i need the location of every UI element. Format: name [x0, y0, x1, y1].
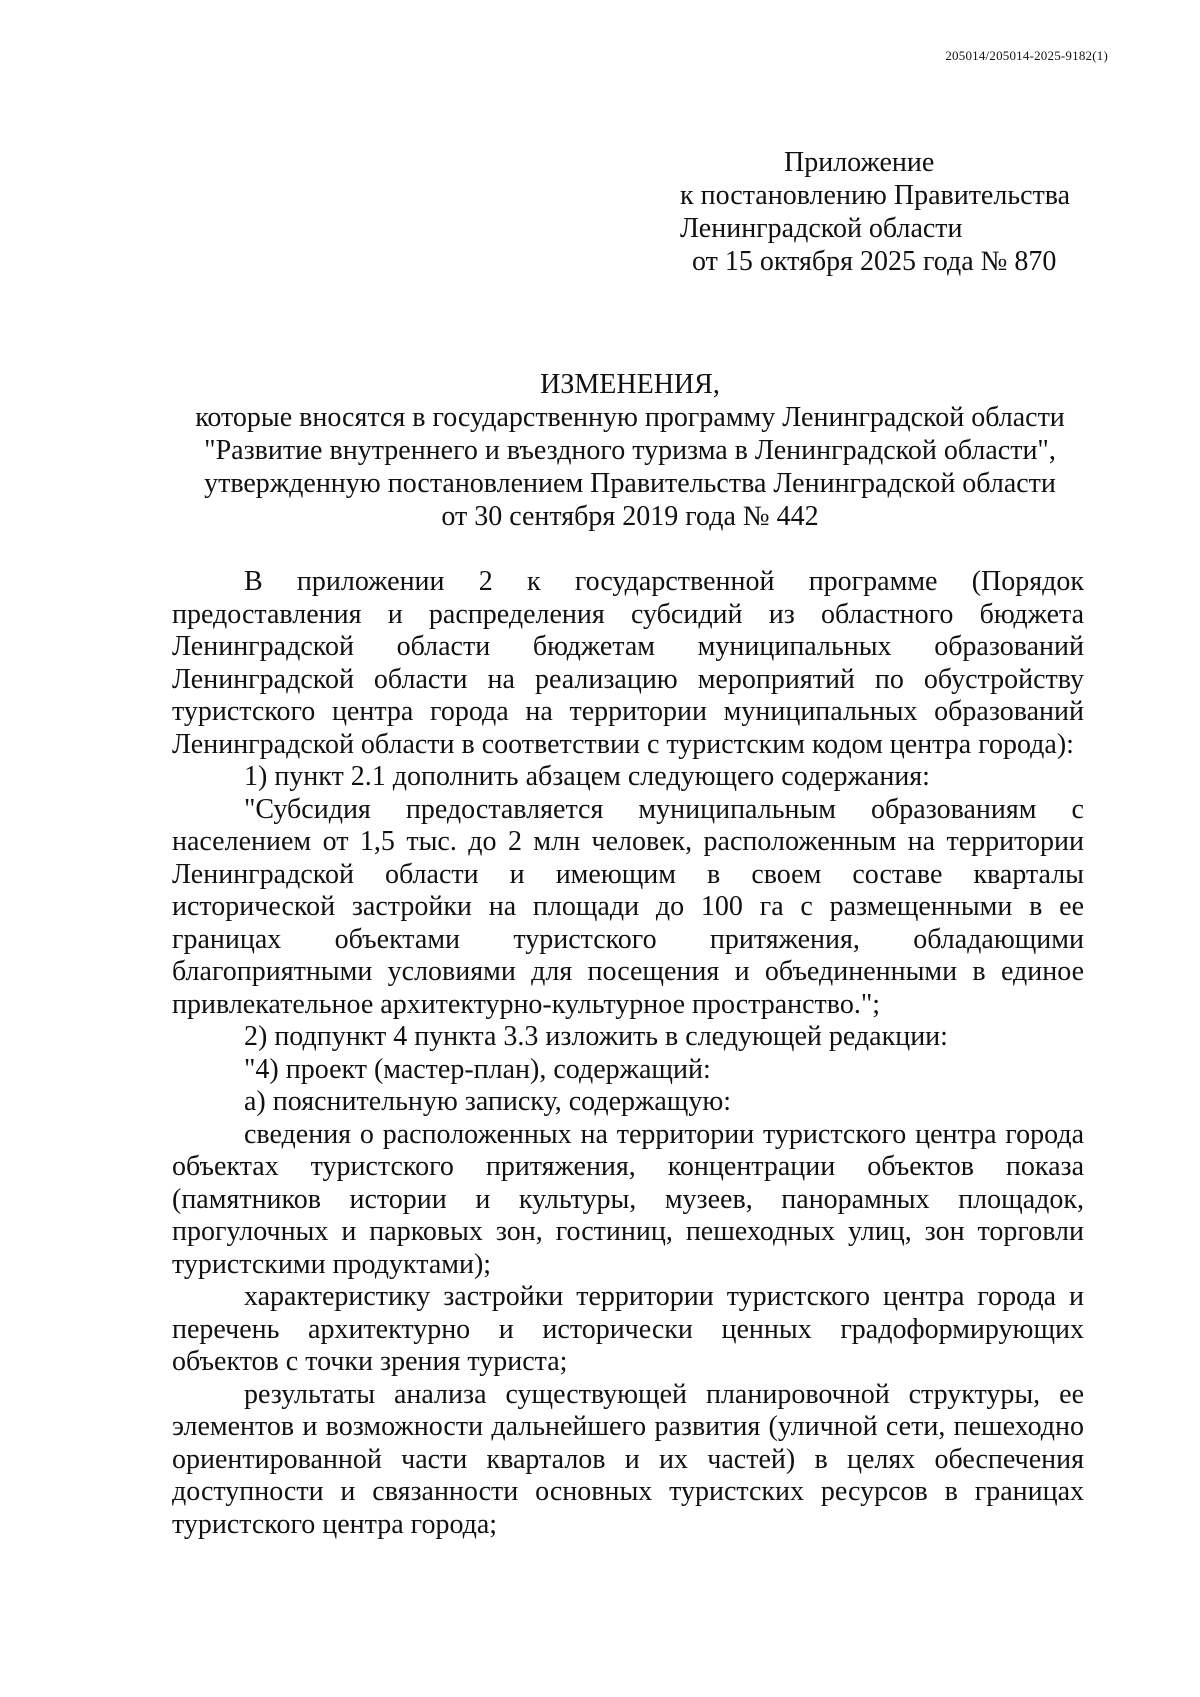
title-heading: ИЗМЕНЕНИЯ,: [540, 369, 720, 400]
appendix-line: от 15 октября 2025 года № 870: [692, 246, 1057, 277]
title-line: от 30 сентября 2019 года № 442: [441, 501, 819, 532]
body-paragraph: результаты анализа существующей планировочной структуры, ее элементов и возможности дальнейшего развития (уличной сети, пешеходно ориентированной части кварталов и их частей) в целях обеспечения доступности и связанности основных туристских ресурсов в границах туристского центра города;: [172, 1378, 1084, 1540]
body-paragraph: 1) пункт 2.1 дополнить абзацем следующего содержания:: [244, 761, 930, 792]
appendix-line: Ленинградской области: [680, 213, 963, 244]
title-line: "Развитие внутреннего и въездного туризма в Ленинградской области",: [204, 435, 1056, 466]
body-paragraph: характеристику застройки территории туристского центра города и перечень архитектурно и исторически ценных градоформирующих объектов с точки зрения туриста;: [172, 1281, 1084, 1377]
body-paragraph: 2) подпункт 4 пункта 3.3 изложить в следующей редакции:: [244, 1021, 948, 1052]
body-paragraph: В приложении 2 к государственной программе (Порядок предоставления и распределения субсидий из областного бюджета Ленинградской области бюджетам муниципальных образований Ленинградской области на реализацию мероприятий по обустройству туристского центра города на территории муниципальных образований Ленинградской области в соответствии с туристским кодом центра города):: [172, 566, 1084, 760]
body-paragraph: "4) проект (мастер-план), содержащий:: [244, 1053, 711, 1085]
body-paragraph: сведения о расположенных на территории туристского центра города объектах туристского притяжения, концентрации объектов показа (памятников истории и культуры, музеев, панорамных площадок, прогулочных и парковых зон, гостиниц, пешеходных улиц, зон торговли туристскими продуктами);: [172, 1118, 1084, 1280]
document-title: [140, 368, 1120, 533]
document-id: 205014/205014-2025-9182(1): [945, 48, 1108, 63]
title-line: которые вносятся в государственную программу Ленинградской области: [195, 402, 1065, 433]
appendix-line: к постановлению Правительства: [680, 180, 1071, 211]
body-paragraph: "Субсидия предоставляется муниципальным образованиям с населением от 1,5 тыс. до 2 млн человек, расположенным на территории Ленинградской области и имеющим в своем составе кварталы исторической застройки на площади до 100 га с размещенными в ее границах объектами туристского притяжения, обладающими благоприятными условиями для посещения и объединенными в единое привлекательное архитектурно-культурное пространство.";: [172, 793, 1084, 1020]
body-paragraph: а) пояснительную записку, содержащую:: [244, 1086, 732, 1117]
appendix-block: [680, 146, 1070, 278]
appendix-line: Приложение: [784, 147, 935, 178]
title-line: утвержденную постановлением Правительства Ленинградской области: [204, 468, 1056, 499]
document-body: [172, 566, 1084, 1541]
